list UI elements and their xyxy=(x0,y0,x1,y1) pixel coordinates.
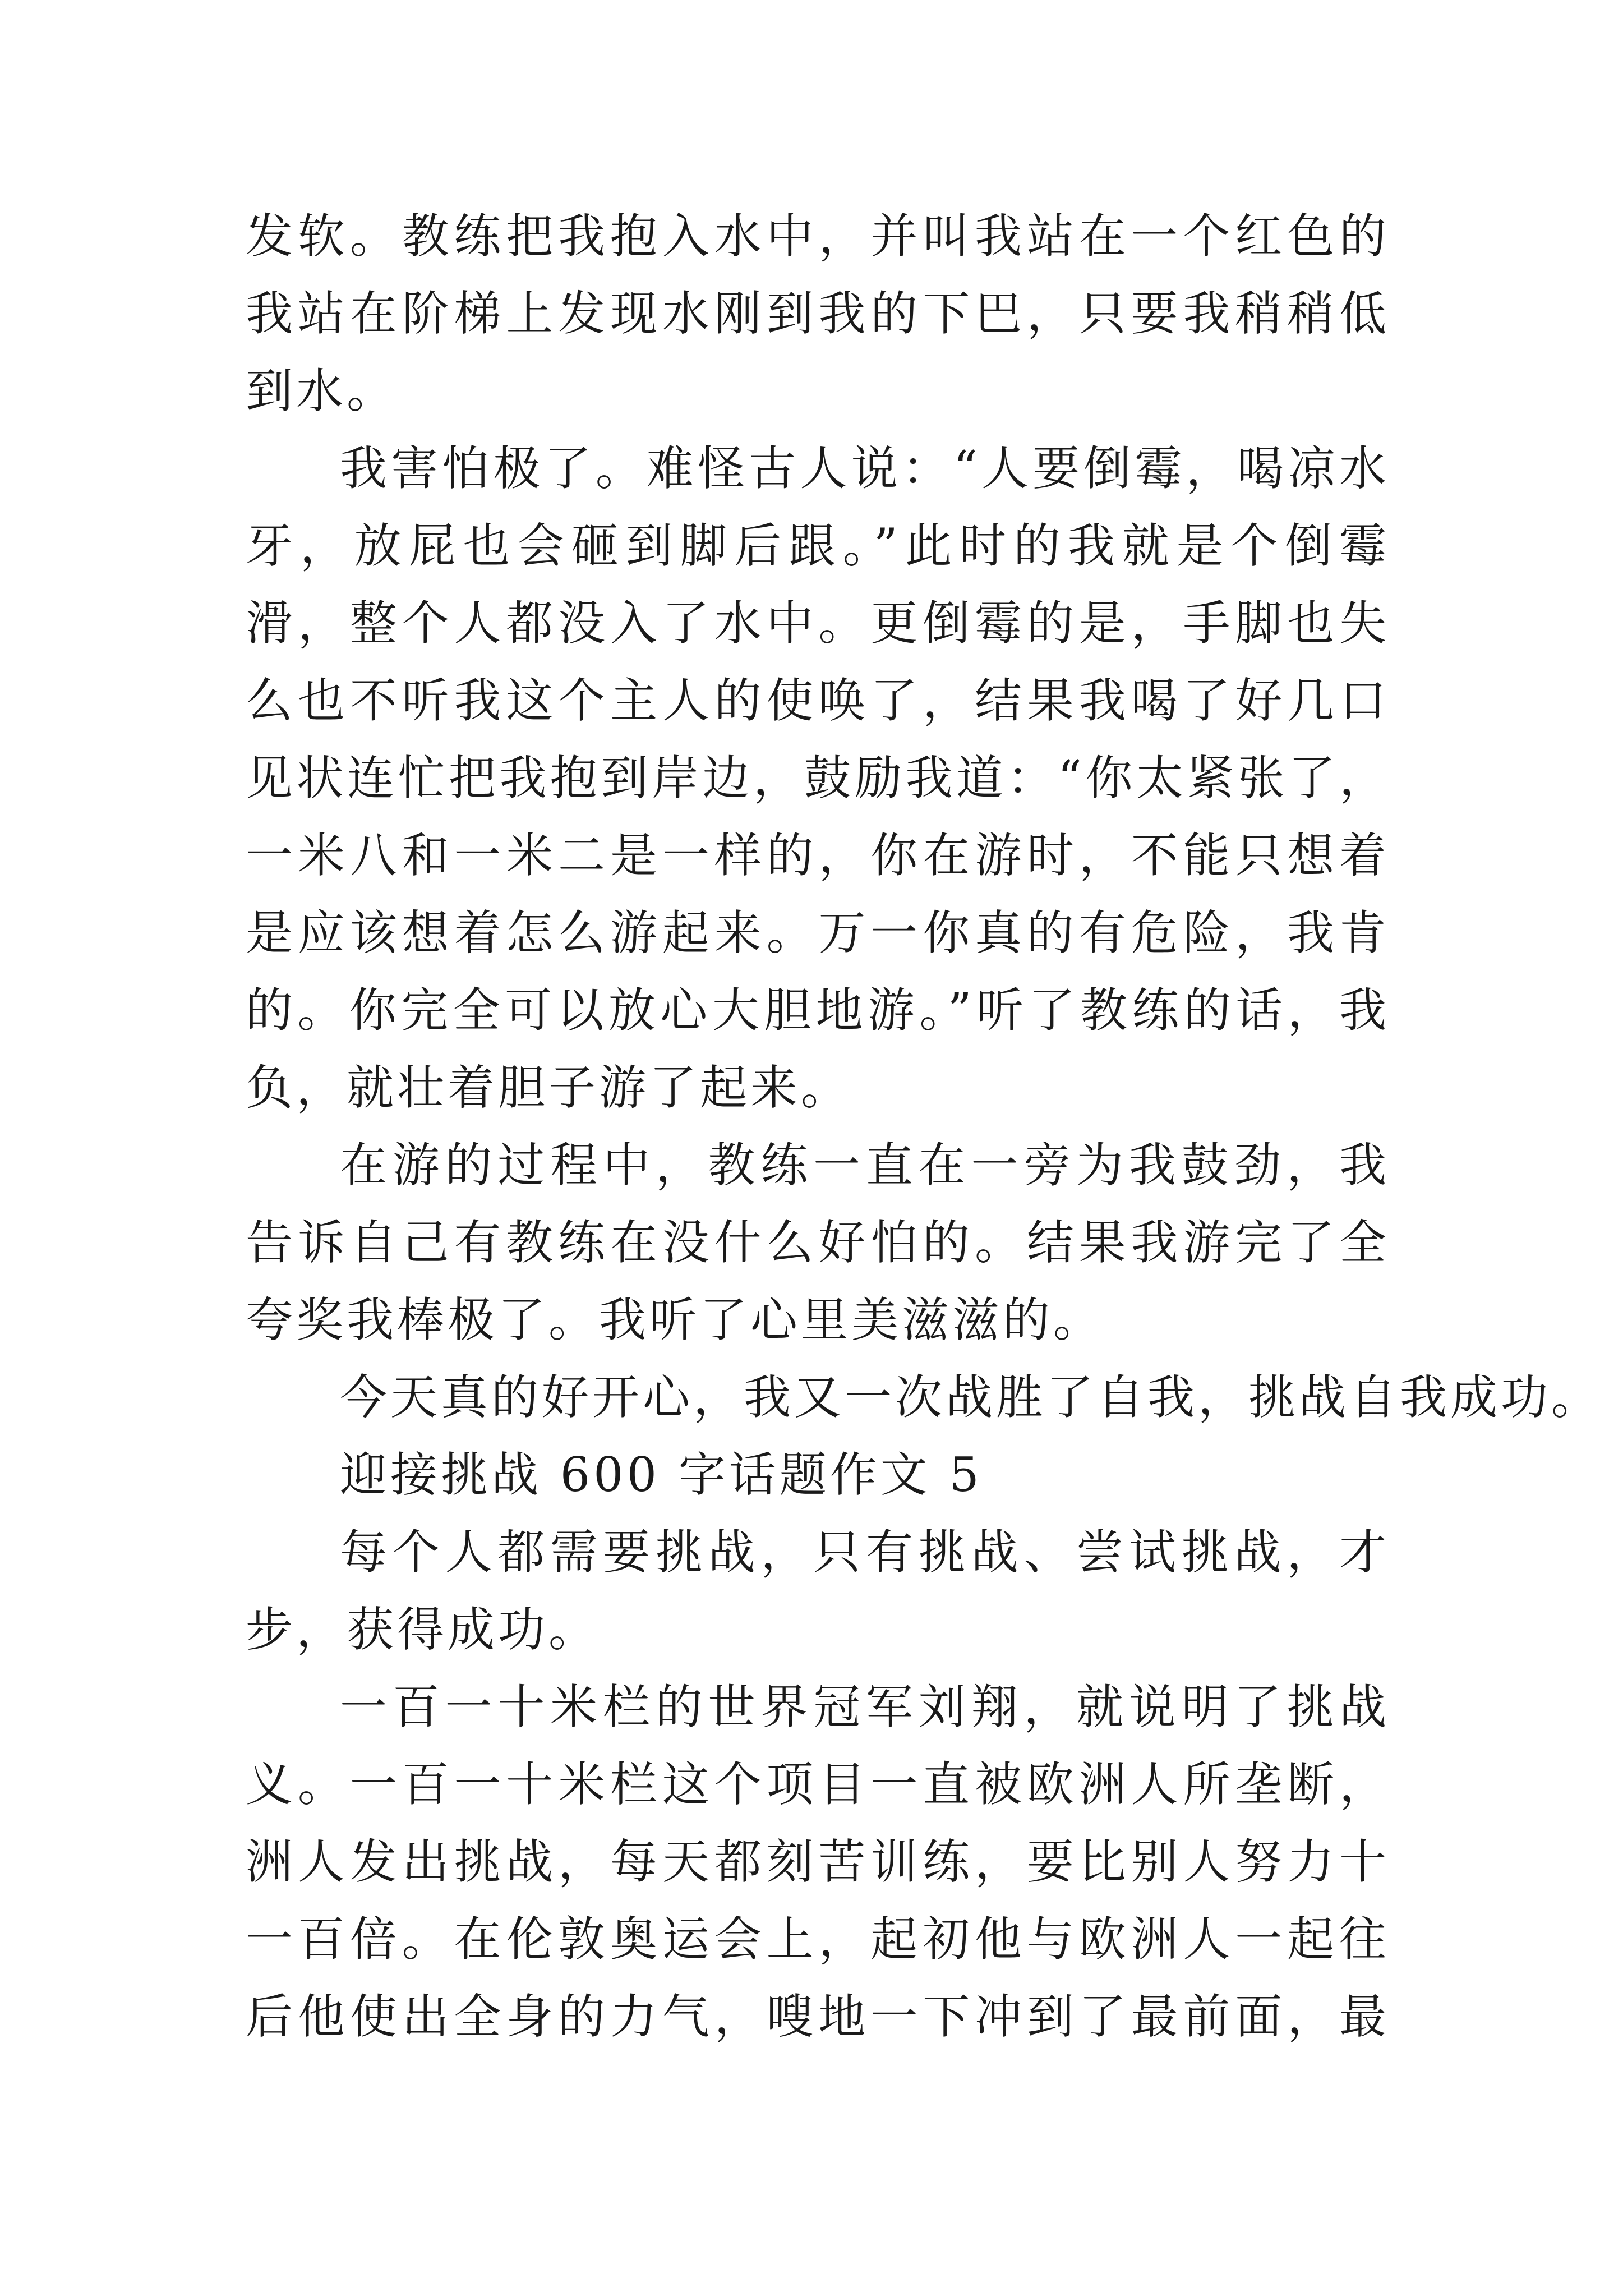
text-line: 一百倍。在伦敦奥运会上，起初他与欧洲人一起往 xyxy=(246,1912,1390,1967)
text-line: 一百一十米栏的世界冠军刘翔，就说明了挑战 xyxy=(340,1680,1390,1734)
text-line: 后他使出全身的力气，嗖地一下冲到了最前面，最 xyxy=(246,1989,1390,2044)
text-line: 我害怕极了。难怪古人说：“人要倒霉，喝凉水 xyxy=(340,441,1390,496)
text-line: 滑，整个人都没入了水中。更倒霉的是，手脚也失 xyxy=(246,596,1390,651)
text-line: 么也不听我这个主人的使唤了，结果我喝了好几口 xyxy=(246,673,1390,728)
text-line: 一米八和一米二是一样的，你在游时，不能只想着 xyxy=(246,828,1390,883)
text-line: 迎接挑战 600 字话题作文 5 xyxy=(340,1447,983,1502)
text-line: 每个人都需要挑战，只有挑战、尝试挑战，才 xyxy=(340,1525,1390,1580)
text-line: 牙，放屁也会砸到脚后跟。”此时的我就是个倒霉 xyxy=(246,518,1390,573)
text-line: 在游的过程中，教练一直在一旁为我鼓劲，我 xyxy=(340,1138,1390,1193)
text-line: 的。你完全可以放心大胆地游。”听了教练的话，我 xyxy=(246,983,1390,1038)
text-line: 告诉自己有教练在没什么好怕的。结果我游完了全 xyxy=(246,1215,1390,1270)
text-line: 负，就壮着胆子游了起来。 xyxy=(246,1060,852,1115)
text-line: 发软。教练把我抱入水中，并叫我站在一个红色的 xyxy=(246,209,1390,264)
text-line: 夸奖我棒极了。我听了心里美滋滋的。 xyxy=(246,1292,1104,1347)
text-line: 我站在阶梯上发现水刚到我的下巴，只要我稍稍低 xyxy=(246,286,1390,341)
text-line: 是应该想着怎么游起来。万一你真的有危险，我肯 xyxy=(246,905,1390,960)
text-line: 见状连忙把我抱到岸边，鼓励我道：“你太紧张了， xyxy=(246,751,1390,806)
text-line: 步，获得成功。 xyxy=(246,1602,600,1657)
text-line: 今天真的好开心，我又一次战胜了自我，挑战自我成功。 xyxy=(340,1370,1602,1425)
essay-body xyxy=(246,197,1602,2055)
text-line: 义。一百一十米栏这个项目一直被欧洲人所垄断， xyxy=(246,1757,1390,1812)
text-line: 洲人发出挑战，每天都刻苦训练，要比别人努力十 xyxy=(246,1834,1390,1889)
text-line: 到水。 xyxy=(246,364,398,418)
